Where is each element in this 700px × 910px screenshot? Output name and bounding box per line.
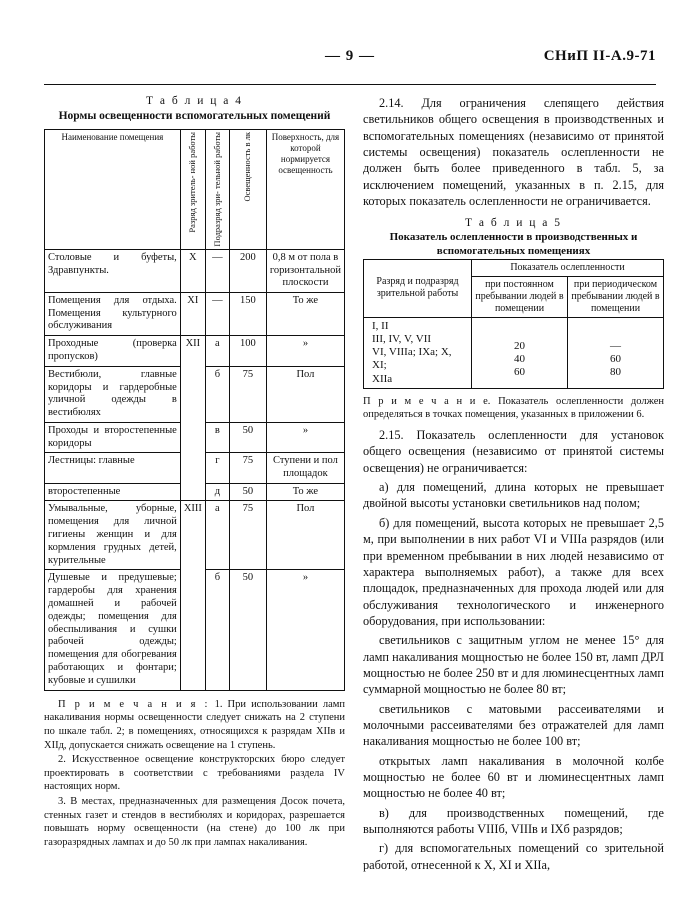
table-row (45, 336, 345, 367)
col-header-illuminance: Освещенность в лк (229, 130, 266, 250)
cell-surface: То же (266, 483, 344, 501)
cell-name: Вестибюли, главные коридоры и гардеробные уличной одежды в вестибюлях (45, 366, 181, 422)
cell-surface: 0,8 м от пола в горизонтальной плоскости (266, 249, 344, 292)
page-number: — 9 — (325, 48, 375, 64)
paragraph-2-14: 2.14. Для ограничения слепящего действия светильников общего освещения в производственных и вспомогательных помещениях (независимо от принятой системы освещения) показатель ослепленности не должен быть более приведенного в табл. 5, за исключением помещений, указанных в п. 2.15, для которых показатель ослепленности не ограничивается. (363, 96, 664, 209)
cell-surface: » (266, 422, 344, 453)
cell-podrazryad: г (205, 453, 229, 483)
sub-item-2: светильников с матовыми рассеивателями и молочными рассеивателями без отражателей для ламп накаливания мощностью не более 100 вт; (363, 701, 664, 749)
cell-podrazryad: а (205, 336, 229, 367)
paragraph-2-15: 2.15. Показатель ослепленности для установок общего освещения (независимо от принятой системы освещения) не ограничивается: (363, 428, 664, 475)
note-3: 3. В местах, предназначенных для размещения Досок почета, стенных газет и стендов в вестибюлях и коридорах, разрешается повышать норму освещенности (на стене) до 100 лк при газоразрядных лампах и до 50 лк при лампах накаливания. (44, 796, 345, 849)
cell-podrazryad: б (205, 366, 229, 422)
cell-illuminance: 50 (229, 483, 266, 501)
table4-caption-title: Нормы освещенности вспомогательных помещений (58, 110, 331, 122)
col-header-razryad: Разряд зритель- ной работы (180, 130, 205, 250)
table5-caption-number: Т а б л и ц а 5 (464, 217, 562, 230)
two-column-body (44, 95, 664, 876)
cell-podrazryad: в (205, 422, 229, 453)
cell-name: Столовые и буфеты, Здравпункты. (45, 249, 181, 292)
cell-name: Лестницы: главные (45, 453, 181, 483)
table5-data-row (364, 317, 664, 388)
cell-name: Умывальные, уборные, помещения для личной гигиены женщин и для кормления грудных детей, курительные (45, 501, 181, 570)
table-row (45, 292, 345, 335)
table-row (45, 249, 345, 292)
cell-illuminance: 150 (229, 292, 266, 335)
item-a: а) для помещений, длина которых не превышает двойной высоты установки светильников над полом; (363, 480, 664, 511)
left-column (44, 95, 345, 851)
note-1: 1. При использовании ламп накаливания нормы освещенности следует снижать на 2 ступени по шкале табл. 2; в помещениях, относящихся к разрядам XIIв и XIIд, допускается снижать освещение на 1 ступень. (44, 698, 346, 751)
cell-razryad: XIII (180, 501, 205, 690)
col-header-podrazryad: Подразряд зри- тельной работы (205, 130, 229, 250)
value-row-2: 20 (514, 339, 525, 352)
label-row-3: VI, VIIIа; IXа; X, XI; (372, 346, 452, 372)
table-row (45, 501, 345, 570)
cell-podrazryad: а (205, 501, 229, 570)
cell-razryad: X (180, 249, 205, 292)
cell-name: Проходные (проверка пропусков) (45, 336, 181, 367)
cell-surface: Ступени и пол площадок (266, 453, 344, 483)
cell-surface: Пол (266, 366, 344, 422)
notes-label: П р и м е ч а н и я : (58, 698, 210, 710)
cell-surface: То же (266, 292, 344, 335)
sub-item-1: светильников с защитным углом не менее 15° для ламп накаливания мощностью не более 150 вт, ламп ДРЛ мощностью не более 250 вт и для люминесцентных ламп суммарной мощностью не более 80 вт; (363, 633, 664, 697)
label-row-1: I, II (372, 319, 389, 332)
cell-name: второстепенные (45, 483, 181, 501)
cell-podrazryad: б (205, 570, 229, 690)
right-column (363, 95, 664, 876)
cell-illuminance: 50 (229, 422, 266, 453)
col-header-razryad-podrazryad: Разряд и подразряд зрительной работы (364, 259, 472, 317)
document-code: СНиП II-А.9-71 (543, 48, 656, 64)
cell-permanent-values (472, 317, 568, 388)
table5-caption-title: Показатель ослепленности в производственных и вспомогательных помещениях (389, 231, 638, 258)
col-header-group-glare: Показатель ослепленности (472, 259, 664, 276)
table4-notes (44, 698, 345, 850)
cell-surface: » (266, 336, 344, 367)
item-g: г) для вспомогательных помещений со зрительной работой, отнесенной к X, XI и XIIа, (363, 841, 664, 872)
cell-surface: » (266, 570, 344, 690)
value-row-4: 60 (514, 366, 525, 379)
value-row-1 (571, 327, 660, 340)
value-row-1 (475, 327, 564, 340)
value-row-4: 80 (610, 366, 621, 379)
cell-podrazryad: д (205, 483, 229, 501)
cell-razryad: XII (180, 336, 205, 501)
item-v: в) для производственных помещений, где выполняются работы VIIIб, VIIIв и IXб разрядов; (363, 805, 664, 836)
label-row-2: III, IV, V, VII (372, 333, 432, 346)
page-header (44, 48, 656, 74)
table4-caption-number: Т а б л и ц а 4 (145, 95, 243, 107)
table-4 (44, 129, 345, 690)
cell-illuminance: 50 (229, 570, 266, 690)
col-header-surface: Поверхность, для которой нормируется освещенность (266, 130, 344, 250)
cell-podrazryad: — (205, 292, 229, 335)
label-row-4: XIIа (372, 372, 393, 385)
cell-surface: Пол (266, 501, 344, 570)
cell-periodic-values (568, 317, 664, 388)
cell-illuminance: 100 (229, 336, 266, 367)
cell-discharge-labels (364, 317, 472, 388)
value-row-3: 40 (514, 352, 525, 365)
table5-block (363, 217, 664, 421)
cell-illuminance: 75 (229, 453, 266, 483)
header-divider (44, 84, 656, 85)
sub-item-3: открытых ламп накаливания в молочной колбе мощностью не более 60 вт и люминесцентных ламп мощностью не более 40 вт; (363, 753, 664, 801)
table-header-row (45, 130, 345, 250)
cell-illuminance: 200 (229, 249, 266, 292)
cell-illuminance: 75 (229, 501, 266, 570)
col-header-permanent: при постоянном пребывании людей в помещении (472, 276, 568, 317)
col-header-periodic: при периодическом пребывании людей в помещении (568, 276, 664, 317)
table5-header-row-1 (364, 259, 664, 276)
notes-label-and-first (44, 698, 345, 753)
cell-name: Помещения для отдыха. Помещения культурного обслуживания (45, 292, 181, 335)
value-row-2: — (610, 339, 621, 352)
value-row-3: 60 (610, 352, 621, 365)
item-b: б) для помещений, высота которых не превышает 2,5 м, при выполнении в них работ VI и VIIIа разрядов (или при временном пребывании в них людей независимо от характера выполняемых работ), а также для всех площадок, предназначенных для прохода людей или для обслуживания технологического и инженерного оборудования, при использовании: (363, 515, 664, 628)
cell-name: Проходы и второстепенные коридоры (45, 422, 181, 453)
cell-name: Душевые и предушевые; гардеробы для хранения домашней и рабочей одежды; помещения для обеспыливания и сушки рабочей одежды; помещения для обогревания работающих и фонтари; кубовые и сушилки (45, 570, 181, 690)
note-2: 2. Искусственное освещение конструкторских бюро следует проектировать в соответствии с требованиями раздела IV настоящих норм. (44, 754, 345, 793)
table-5 (363, 259, 664, 389)
cell-illuminance: 75 (229, 366, 266, 422)
col-header-name: Наименование помещения (45, 130, 181, 250)
table5-note: П р и м е ч а н и е. Показатель ослепленности должен определяться в точках помещения, указанных в приложении 6. (363, 395, 664, 420)
cell-razryad: XI (180, 292, 205, 335)
cell-podrazryad: — (205, 249, 229, 292)
